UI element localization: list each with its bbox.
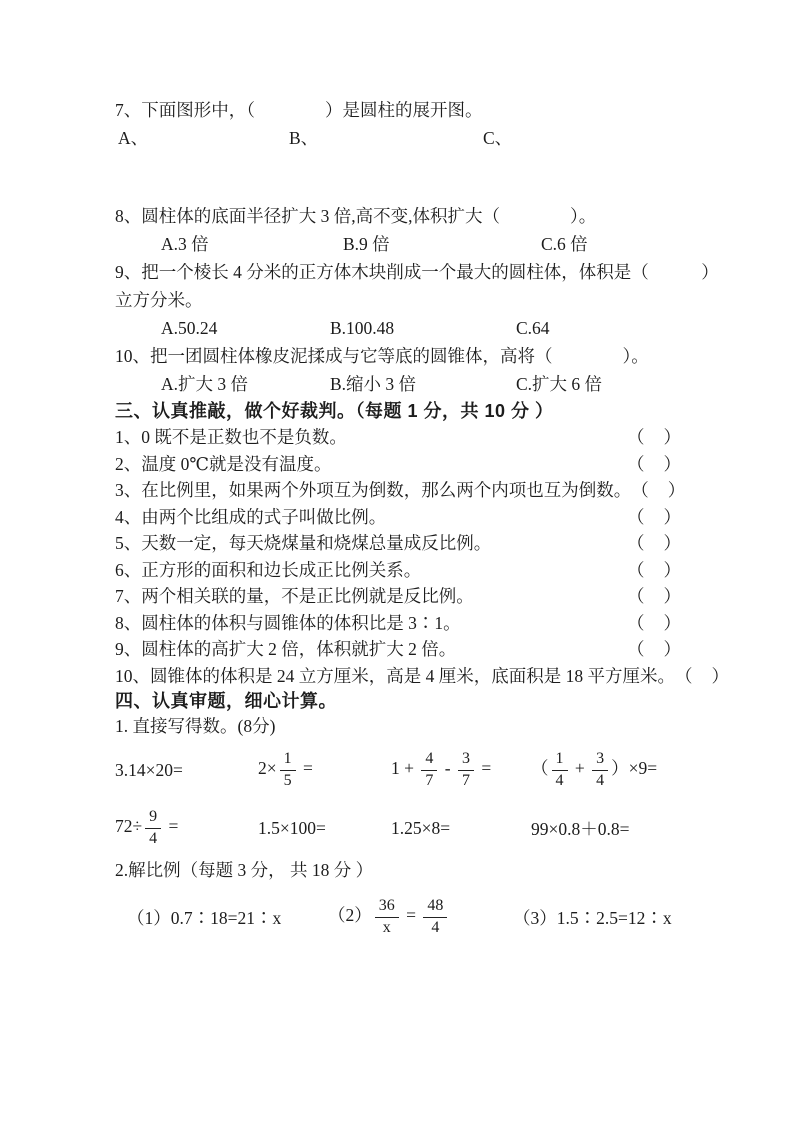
- tf-item-text: 4、由两个比组成的式子叫做比例。: [115, 506, 387, 527]
- fraction-denominator: 7: [461, 771, 470, 789]
- expr-text: 72÷: [115, 816, 143, 837]
- expr-text: -: [440, 758, 455, 779]
- open-paren: （: [627, 506, 645, 527]
- q7-option-c-label: C、: [483, 128, 513, 148]
- q9-option-c-label: C.64: [516, 318, 550, 338]
- equals-sign: =: [401, 905, 421, 926]
- tf-answer-blank: [627, 610, 681, 637]
- expr-text: +: [570, 758, 590, 779]
- fraction-denominator: x: [382, 918, 391, 936]
- fraction: [145, 808, 161, 848]
- tf-item-7: [115, 583, 681, 610]
- fraction: [280, 750, 296, 790]
- tf-answer-blank: [627, 557, 681, 584]
- expr-text: =: [298, 758, 313, 779]
- expr-text: =: [476, 758, 492, 779]
- close-paren: ）: [663, 559, 681, 580]
- tf-item-10: [115, 663, 729, 690]
- proportion-3: （3）1.5∶2.5=12∶x: [513, 907, 672, 928]
- calc-expression: [531, 750, 681, 790]
- fraction: [592, 750, 608, 790]
- expr-text: （2）: [328, 905, 372, 926]
- tf-item-5: [115, 530, 681, 557]
- section-4-sub1-label: 1. 直接写得数。(8分): [115, 716, 276, 736]
- fraction-numerator: 1: [552, 750, 568, 770]
- fraction-denominator: 4: [149, 829, 158, 847]
- tf-answer-blank: [627, 451, 681, 478]
- fraction-denominator: 4: [596, 771, 605, 789]
- section-4-heading: 四、认真审题，细心计算。: [115, 691, 337, 711]
- tf-item-1: [115, 424, 681, 451]
- fraction: [423, 897, 447, 937]
- expr-text: 1 +: [391, 758, 419, 779]
- tf-answer-blank: [627, 504, 681, 531]
- close-paren: ）: [663, 506, 681, 527]
- tf-item-text: 10、圆锥体的体积是 24 立方厘米，高是 4 厘米，底面积是 18 平方厘米。: [115, 665, 675, 686]
- calc-expression: [115, 760, 258, 781]
- question-9-options: [115, 314, 681, 342]
- open-paren: （: [627, 533, 645, 553]
- calc-expression: [531, 816, 681, 841]
- tf-item-text: 3、在比例里，如果两个外项互为倒数，那么两个内项也互为倒数。: [115, 480, 632, 500]
- close-paren: ）: [663, 612, 681, 633]
- expr-text: 1.5×100=: [258, 817, 326, 838]
- tf-item-text: 7、两个相关联的量，不是正比例就是反比例。: [115, 586, 474, 606]
- q9-option-b-label: B.100.48: [330, 318, 395, 338]
- question-10-options: [115, 370, 681, 398]
- open-paren: （: [675, 665, 693, 686]
- q10-option-a-label: A.扩大 3 倍: [161, 374, 249, 394]
- expr-text: 1.25×8=: [391, 817, 451, 838]
- calc-expression: [391, 750, 531, 790]
- tf-item-text: 6、正方形的面积和边长成正比例关系。: [115, 559, 422, 580]
- close-paren: ）: [663, 639, 681, 659]
- q10-option-b-label: B.缩小 3 倍: [330, 374, 417, 394]
- open-paren: （: [627, 453, 645, 474]
- expr-text: 99×0.8＋0.8=: [531, 818, 630, 839]
- question-7-options: [115, 124, 681, 152]
- q7-option-b-label: B、: [289, 128, 319, 148]
- tf-item-text: 5、天数一定，每天烧煤量和烧煤总量成反比例。: [115, 533, 492, 553]
- open-paren: （: [627, 639, 645, 659]
- fraction-denominator: 5: [283, 771, 292, 789]
- question-10-stem: 10、把一团圆柱体橡皮泥揉成与它等底的圆锥体，高将（ ）。: [115, 346, 649, 366]
- direct-calc-row-2: [115, 799, 681, 857]
- close-paren: ）: [663, 453, 681, 474]
- calc-expression: [391, 818, 531, 839]
- q7-option-a-label: A、: [118, 128, 149, 148]
- unfolded-shapes-blank-area: [115, 152, 681, 202]
- close-paren: ）: [663, 427, 681, 447]
- tf-answer-blank: [627, 583, 681, 610]
- q9-option-a-label: A.50.24: [161, 318, 218, 338]
- calc-expression: [115, 808, 258, 848]
- tf-answer-blank: [627, 530, 681, 557]
- tf-item-3: [115, 477, 686, 504]
- q10-option-c-label: C.扩大 6 倍: [516, 374, 603, 394]
- q8-option-b-label: B.9 倍: [343, 234, 390, 254]
- close-paren: ）: [711, 665, 729, 686]
- tf-item-text: 1、0 既不是正数也不是负数。: [115, 427, 347, 447]
- fraction-denominator: 4: [431, 918, 440, 936]
- proportion-1: （1）0.7∶18=21∶x: [127, 907, 282, 928]
- fraction: [421, 750, 437, 790]
- tf-item-text: 9、圆柱体的高扩大 2 倍，体积就扩大 2 倍。: [115, 639, 457, 659]
- fraction: [458, 750, 474, 790]
- open-paren: （: [627, 612, 645, 633]
- question-7-stem: 7、下面图形中，（ ）是圆柱的展开图。: [115, 100, 483, 120]
- fraction-numerator: 9: [145, 808, 161, 828]
- expr-text: ）×9=: [611, 758, 658, 779]
- open-paren: （: [627, 586, 645, 606]
- tf-item-text: 2、温度 0℃就是没有温度。: [115, 453, 332, 474]
- open-paren: （: [627, 559, 645, 580]
- fraction-denominator: 4: [555, 771, 564, 789]
- q8-option-c-label: C.6 倍: [541, 234, 588, 254]
- fraction: [375, 897, 399, 937]
- tf-item-text: 8、圆柱体的体积与圆锥体的体积比是 3∶1。: [115, 612, 461, 633]
- tf-item-9: [115, 636, 681, 663]
- question-9-stem-line2: 立方分米。: [115, 290, 203, 310]
- close-paren: ）: [667, 480, 686, 500]
- calc-expression: [258, 818, 391, 839]
- fraction: [552, 750, 568, 790]
- calc-expression: [258, 750, 391, 790]
- direct-calc-row-1: [115, 741, 681, 799]
- tf-answer-blank: [631, 477, 685, 504]
- question-9-stem-line1: 9、把一个棱长 4 分米的正方体木块削成一个最大的圆柱体，体积是（ ）: [115, 262, 719, 282]
- expr-text: （: [531, 758, 549, 779]
- fraction-numerator: 1: [280, 750, 296, 770]
- question-8-options: [115, 230, 681, 258]
- tf-item-4: [115, 504, 681, 531]
- open-paren: （: [627, 427, 645, 447]
- fraction-numerator: 3: [458, 750, 474, 770]
- open-paren: （: [631, 480, 649, 500]
- fraction-numerator: 3: [592, 750, 608, 770]
- section-3-heading: 三、认真推敲，做个好裁判。（每题 1 分，共 10 分 ）: [115, 401, 554, 421]
- fraction-denominator: 7: [425, 771, 434, 789]
- section-4-sub2-label: 2.解比例（每题 3 分， 共 18 分 ）: [115, 860, 374, 880]
- tf-answer-blank: [675, 663, 729, 690]
- tf-item-6: [115, 557, 681, 584]
- solve-proportion-row: [115, 887, 681, 947]
- close-paren: ）: [663, 533, 681, 553]
- q8-option-a-label: A.3 倍: [161, 234, 209, 254]
- fraction-numerator: 4: [421, 750, 437, 770]
- close-paren: ）: [663, 586, 681, 606]
- proportion-2: [328, 897, 513, 937]
- tf-answer-blank: [627, 424, 681, 451]
- expr-text: 3.14×20=: [115, 759, 183, 780]
- fraction-numerator: 48: [423, 897, 447, 917]
- question-8-stem: 8、圆柱体的底面半径扩大 3 倍,高不变,体积扩大（ ）。: [115, 206, 597, 226]
- expr-text: =: [164, 816, 179, 837]
- expr-text: 2×: [258, 758, 277, 779]
- tf-answer-blank: [627, 636, 681, 663]
- tf-item-8: [115, 610, 681, 637]
- fraction-numerator: 36: [375, 897, 399, 917]
- tf-item-2: [115, 451, 681, 478]
- page-content: [115, 96, 729, 947]
